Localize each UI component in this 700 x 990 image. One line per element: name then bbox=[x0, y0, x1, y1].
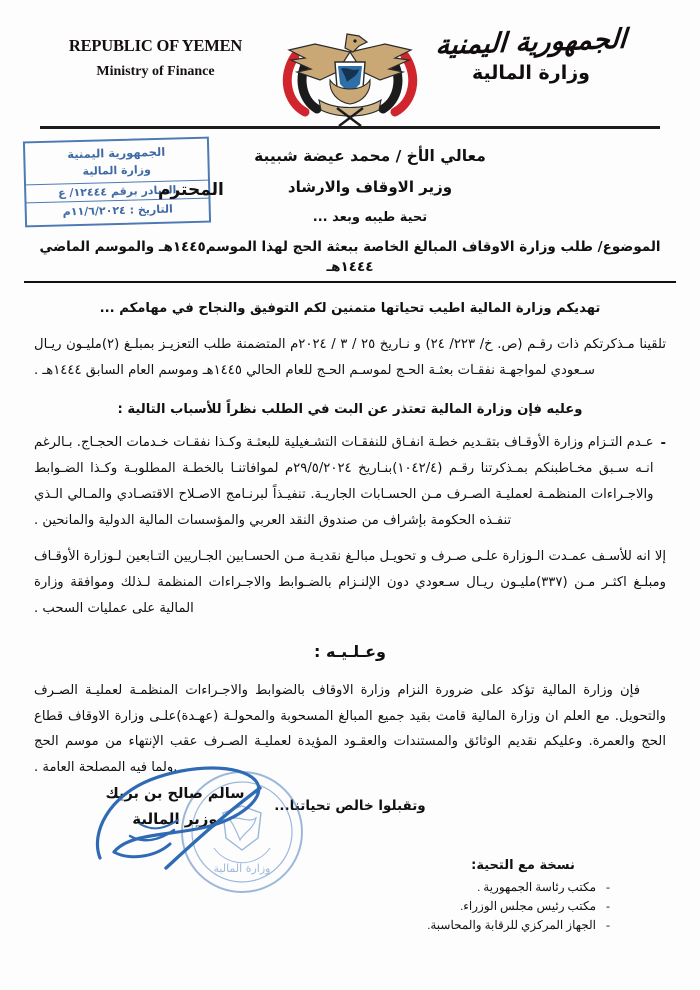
closing-line: وتقبلوا خالص تحياتنا... bbox=[274, 797, 426, 814]
therefore-heading: وعـلـيـه : bbox=[313, 641, 386, 661]
conclusion-paragraph: فإن وزارة المالية تؤكد على ضرورة النزام وزارة الاوقاف بالضوابط والاجـراءات المنظمـة لعمليـة الصـرف والتحويل. مع العلم ان وزارة المالية قامت بقيد جميع المبالغ المسحوبة والمحولـة (عهـدة)علـى وزارة الاوقاف قطاع الحج والعمرة. وعليكم نقديم الوثائق والمستندات والعقـود المؤيدة لعمليـة الصـرف عقب الإنتهاء من موسم الحج .ولما فيه المصلحة العامة . bbox=[34, 682, 666, 775]
english-ministry-name: Ministry of Finance bbox=[96, 64, 215, 79]
letterhead-arabic bbox=[406, 23, 656, 84]
stamp-country-line: الجمهورية اليمنية bbox=[67, 144, 166, 162]
arabic-ministry-name: وزارة المالية bbox=[472, 61, 590, 84]
addressee-name: معالي الأخ / محمد عيضة شبيبة bbox=[254, 147, 486, 165]
yemen-eagle-emblem bbox=[275, 22, 425, 130]
cc-item-label: مكتب رئيس مجلس الوزراء. bbox=[460, 899, 596, 914]
cc-dash-icon: - bbox=[606, 918, 610, 933]
violation-paragraph: إلا انه للأسـف عمـدت الـوزارة علـى صـرف و تحويـل مبالـغ نقديـة مـن الحسـابين الجـاريين التـابعين لـوزارة الأوقـاف ومبلـغ اكثـر مـن (٣٣٧)مليـون ريـال سـعودي دون الإلنـزام بالضـوابط والاجـراءات المنظمة لـذلك وموافقة وزارة المالية على عمليات السحب . bbox=[34, 549, 666, 616]
signatory-title: وزير المالية bbox=[132, 810, 218, 828]
cc-title: نسخة مع التحية: bbox=[471, 858, 575, 873]
bullet-dash-icon: - bbox=[660, 436, 666, 452]
cc-item-label: الجهاز المركزي للرقابة والمحاسبة. bbox=[427, 918, 596, 933]
reason-paragraph: عـدم التـزام وزارة الأوقـاف بتقـديم خطـة انفـاق للنفقـات التشـغيلية للبعثـة وكـذا نفقـات خـدمات الحجـاج. بـالرغم انـه سـبق مخـاطبنكم بمـذكرتنا رقـم (١٠٤٢/٤)بنـاريخ ٢٩/٥/٢٠٢٤م لموافاتنـا بالخطـة المطلوبـة وكـذا الضـوابط والاجـراءات المنظمـة لعمليـة الصـرف مـن الحسـابات الجاريـة. تنفيـذاً لبرنـامج الاصـلاح الاقتصـادي والمـالي الـذي تنفـذه الحكومة بإشراف من صندوق النقد العربي والمؤسسات المالية الدولية والمانحين . bbox=[34, 435, 654, 528]
subject-line: الموضوع/ طلب وزارة الاوقاف المبالغ الخاصة ببعثة الحج لهذا الموسم١٤٤٥هـ والموسم الماضي ١٤٤٤هـ bbox=[24, 237, 676, 283]
cc-block bbox=[358, 858, 658, 936]
reason-bullet bbox=[34, 430, 666, 533]
signatory-name: سالم صالح بن بريك bbox=[105, 786, 245, 802]
cc-dash-icon: - bbox=[606, 899, 610, 914]
stamp-ministry-line: وزارة المالية bbox=[82, 163, 151, 178]
refusal-lead-paragraph: وعليه فإن وزارة المالية تعتذر عن البت في الطلب نظراً للأسباب التالية : bbox=[117, 401, 583, 417]
arabic-country-name: الجمهورية اليمنية bbox=[434, 23, 628, 62]
letterhead-english bbox=[48, 36, 263, 80]
reference-paragraph: تلقينا مـذكرتكم ذات رقـم (ص. خ/ ٢٢٣/ ٢٤) و نـاريخ ٢٥ / ٣ / ٢٠٢٤م المتضمنة طلب التعزيـز بمبلـغ (٢)مليـون ريـال سـعودي لمواجهـة نفقـات بعثـة الحـج لموسـم الحـج للعام الحالي ١٤٤٥هـ وموسم العام السابق ١٤٤٤هـ . bbox=[34, 337, 667, 378]
addressee-title: وزير الاوقاف والارشاد bbox=[287, 178, 453, 196]
seal-text: وزارة المالية bbox=[213, 862, 271, 875]
stamp-date: التاريخ : ١١/٦/٢٠٢٤م bbox=[62, 202, 173, 219]
cc-list-item bbox=[358, 897, 658, 916]
signature-block bbox=[60, 786, 290, 828]
letter-body bbox=[34, 296, 666, 820]
cc-list-item bbox=[358, 916, 658, 935]
cc-item-label: مكتب رئاسة الجمهورية . bbox=[477, 880, 596, 894]
respect-word: المحترم bbox=[158, 180, 224, 200]
stamp-reference-number: الصادر برقم ١٢٤٤٤/ ع bbox=[26, 180, 208, 204]
letterhead bbox=[40, 22, 660, 122]
greeting-line: تحية طيبه وبعد ... bbox=[312, 210, 428, 225]
english-country-name: REPUBLIC OF YEMEN bbox=[68, 36, 243, 55]
cc-list bbox=[358, 878, 658, 936]
opening-paragraph: تهديكم وزارة المالية اطيب تحياتها متمنين لكم التوفيق والنجاح في مهامكم ... bbox=[99, 300, 601, 316]
cc-dash-icon: - bbox=[606, 880, 610, 894]
cc-list-item bbox=[358, 878, 658, 897]
